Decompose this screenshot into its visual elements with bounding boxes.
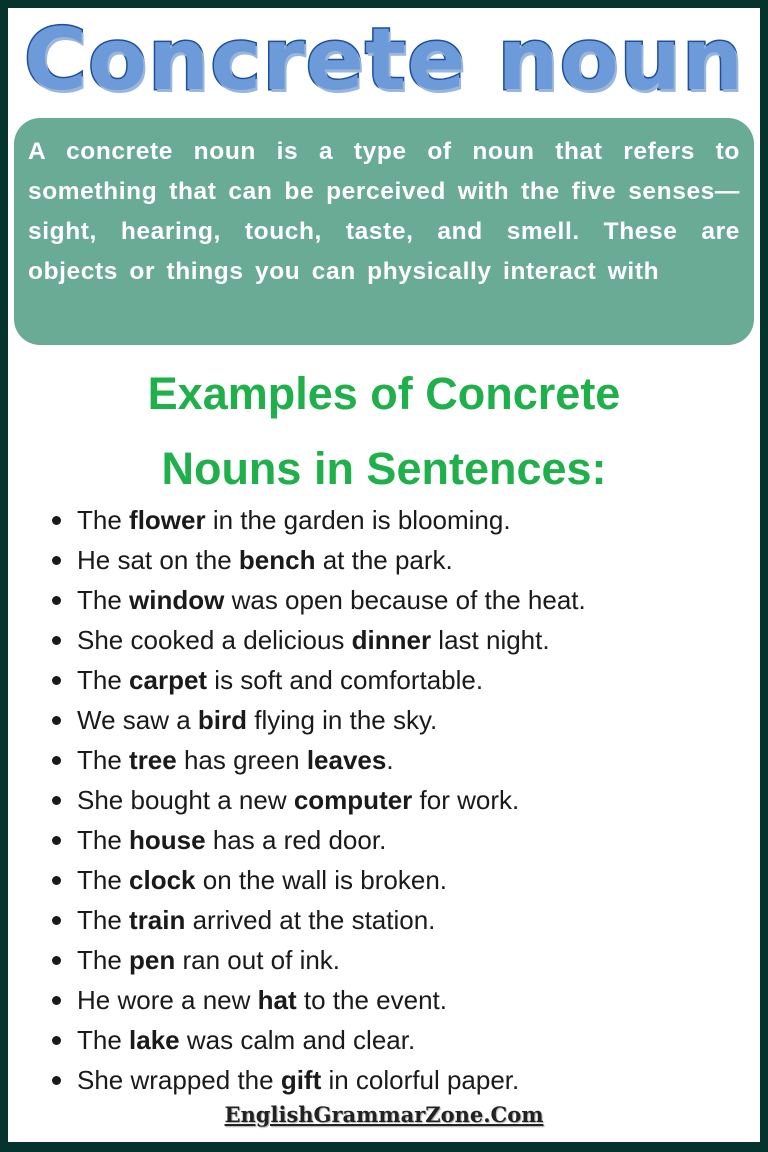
sentence-text: arrived at the station. <box>185 905 436 935</box>
concrete-noun: clock <box>129 865 196 895</box>
example-sentence <box>48 700 586 740</box>
example-sentence <box>48 860 586 900</box>
concrete-noun: flower <box>129 505 206 535</box>
concrete-noun: carpet <box>129 665 208 695</box>
sentence-text: . <box>386 745 394 775</box>
sentence-text: He wore a new <box>77 985 258 1015</box>
sentence-text: The <box>77 825 130 855</box>
sentence-text: He sat on the <box>77 545 239 575</box>
sentence-text: in colorful paper. <box>321 1065 520 1095</box>
concrete-noun: computer <box>293 785 413 815</box>
example-sentence <box>48 660 586 700</box>
sentence-text: She bought a new <box>77 785 294 815</box>
heading-line-1: Examples of Concrete <box>147 368 621 419</box>
concrete-noun: lake <box>129 1025 180 1055</box>
example-sentence <box>48 780 586 820</box>
concrete-noun: hat <box>257 985 297 1015</box>
sentence-text: The <box>77 1025 130 1055</box>
concrete-noun: leaves <box>306 745 387 775</box>
sentence-text: last night. <box>431 625 550 655</box>
examples-heading <box>8 356 760 506</box>
sentence-text: We saw a <box>77 705 198 735</box>
example-sentence <box>48 580 586 620</box>
sentence-text: in the garden is blooming. <box>205 505 511 535</box>
example-sentence <box>48 940 586 980</box>
concrete-noun: train <box>129 905 186 935</box>
example-sentence <box>48 820 586 860</box>
sentence-text: was calm and clear. <box>179 1025 416 1055</box>
heading-line-2: Nouns in Sentences: <box>161 443 607 494</box>
sentence-text: to the event. <box>296 985 447 1015</box>
definition-text: A concrete noun is a type of noun that refers to something that can be perceived with the five senses—sight, hearing, touch, taste, and smell. These are objects or things you can physically interact with <box>28 138 740 285</box>
infographic-page <box>8 8 760 1142</box>
page-title: Concrete noun <box>23 10 745 110</box>
sentence-text: was open because of the heat. <box>224 585 586 615</box>
example-sentence <box>48 980 586 1020</box>
sentence-text: has green <box>176 745 307 775</box>
example-sentence <box>48 1060 586 1100</box>
sentence-text: The <box>77 865 130 895</box>
sentence-text: is soft and comfortable. <box>207 665 484 695</box>
example-sentence <box>48 900 586 940</box>
sentence-text: at the park. <box>315 545 453 575</box>
concrete-noun: pen <box>129 945 176 975</box>
sentence-text: The <box>77 905 130 935</box>
sentence-text: The <box>77 745 130 775</box>
concrete-noun: bench <box>238 545 316 575</box>
sentence-text: The <box>77 665 130 695</box>
examples-list <box>48 500 586 1100</box>
concrete-noun: bird <box>197 705 248 735</box>
concrete-noun: tree <box>129 745 177 775</box>
sentence-text: The <box>77 585 130 615</box>
example-sentence <box>48 500 586 540</box>
sentence-text: for work. <box>412 785 520 815</box>
sentence-text: The <box>77 945 130 975</box>
sentence-text: The <box>77 505 130 535</box>
sentence-text: on the wall is broken. <box>195 865 447 895</box>
sentence-text: flying in the sky. <box>247 705 438 735</box>
example-sentence <box>48 1020 586 1060</box>
sentence-text: She wrapped the <box>77 1065 281 1095</box>
example-sentence <box>48 620 586 660</box>
definition-box <box>14 118 754 345</box>
site-link[interactable]: EnglishGrammarZone.Com <box>224 1102 544 1127</box>
concrete-noun: window <box>129 585 225 615</box>
sentence-text: She cooked a delicious <box>77 625 352 655</box>
sentence-text: ran out of ink. <box>175 945 341 975</box>
example-sentence <box>48 740 586 780</box>
concrete-noun: house <box>129 825 206 855</box>
example-sentence <box>48 540 586 580</box>
sentence-text: has a red door. <box>205 825 387 855</box>
concrete-noun: dinner <box>351 625 432 655</box>
concrete-noun: gift <box>280 1065 322 1095</box>
